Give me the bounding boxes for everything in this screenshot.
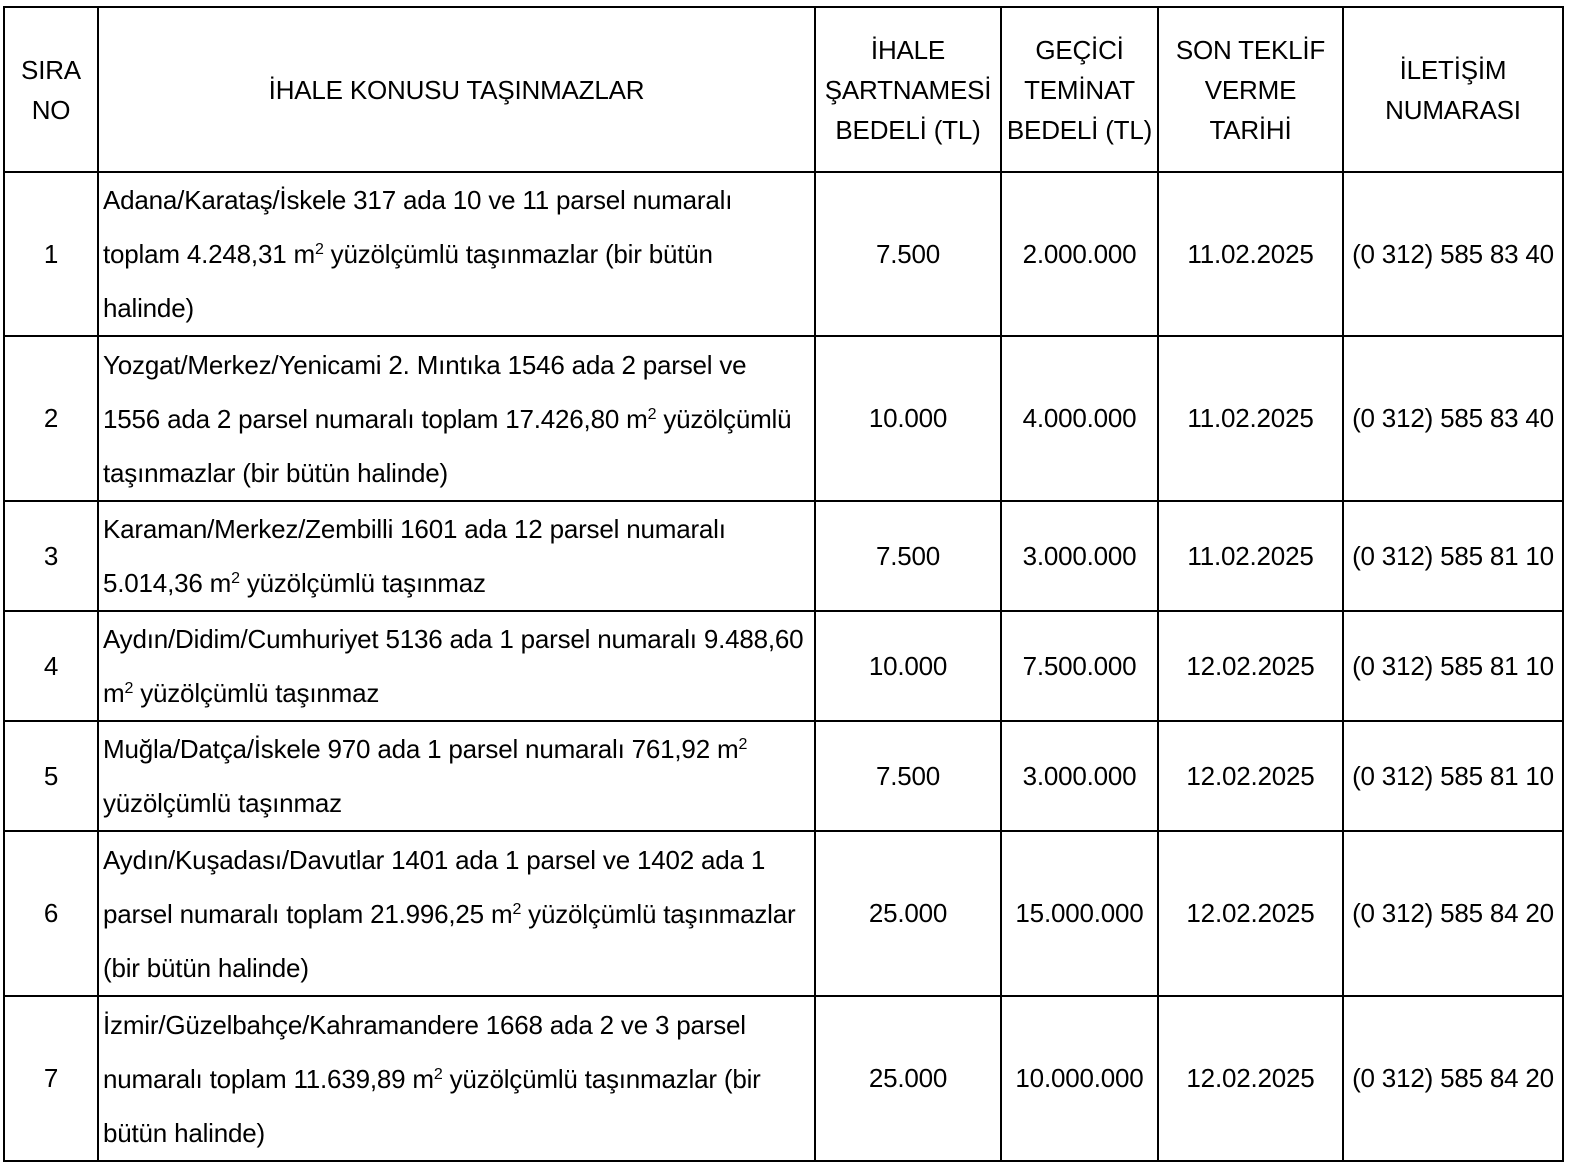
property-description: Aydın/Didim/Cumhuriyet 5136 ada 1 parsel numaralı 9.488,60 $m^2$ yüzölçümlü taşınmaz — [98, 611, 815, 721]
contact-number: (0 312) 585 84 20 — [1343, 831, 1563, 996]
bid-deadline: 11.02.2025 — [1158, 172, 1343, 336]
row-number: 7 — [4, 996, 98, 1161]
temporary-guarantee: 4.000.000 — [1001, 336, 1158, 501]
row-number: 4 — [4, 611, 98, 721]
table-row — [4, 172, 1563, 336]
bid-deadline: 11.02.2025 — [1158, 336, 1343, 501]
property-description: Karaman/Merkez/Zembilli 1601 ada 12 parsel numaralı 5.014,36 $m^2$ yüzölçümlü taşınmaz — [98, 501, 815, 611]
table-row — [4, 831, 1563, 996]
row-number: 6 — [4, 831, 98, 996]
table-row — [4, 996, 1563, 1161]
contact-number: (0 312) 585 83 40 — [1343, 172, 1563, 336]
bid-deadline: 12.02.2025 — [1158, 831, 1343, 996]
property-description: Yozgat/Merkez/Yenicami 2. Mıntıka 1546 ada 2 parsel ve 1556 ada 2 parsel numaralı toplam 17.426,80 $m^2$ yüzölçümlü taşınmazlar (bir bütün halinde) — [98, 336, 815, 501]
contact-number: (0 312) 585 83 40 — [1343, 336, 1563, 501]
specification-fee: 7.500 — [815, 172, 1001, 336]
specification-fee: 10.000 — [815, 336, 1001, 501]
row-number: 1 — [4, 172, 98, 336]
contact-number: (0 312) 585 81 10 — [1343, 611, 1563, 721]
temporary-guarantee: 10.000.000 — [1001, 996, 1158, 1161]
specification-fee: 7.500 — [815, 721, 1001, 831]
temporary-guarantee: 3.000.000 — [1001, 721, 1158, 831]
header-konu: İHALE KONUSU TAŞINMAZLAR — [98, 7, 815, 172]
property-description: Aydın/Kuşadası/Davutlar 1401 ada 1 parsel ve 1402 ada 1 parsel numaralı toplam 21.996,25 $m^2$ yüzölçümlü taşınmazlar (bir bütün halinde) — [98, 831, 815, 996]
specification-fee: 7.500 — [815, 501, 1001, 611]
header-iletisim-numarasi: İLETİŞİM NUMARASI — [1343, 7, 1563, 172]
table-row — [4, 336, 1563, 501]
temporary-guarantee: 7.500.000 — [1001, 611, 1158, 721]
header-sartname-bedeli: İHALE ŞARTNAMESİ BEDELİ (TL) — [815, 7, 1001, 172]
bid-deadline: 12.02.2025 — [1158, 611, 1343, 721]
contact-number: (0 312) 585 84 20 — [1343, 996, 1563, 1161]
bid-deadline: 12.02.2025 — [1158, 721, 1343, 831]
bid-deadline: 11.02.2025 — [1158, 501, 1343, 611]
row-number: 5 — [4, 721, 98, 831]
header-son-teklif-tarihi: SON TEKLİF VERME TARİHİ — [1158, 7, 1343, 172]
specification-fee: 25.000 — [815, 996, 1001, 1161]
table-row — [4, 501, 1563, 611]
row-number: 3 — [4, 501, 98, 611]
contact-number: (0 312) 585 81 10 — [1343, 721, 1563, 831]
contact-number: (0 312) 585 81 10 — [1343, 501, 1563, 611]
property-description: Adana/Karataş/İskele 317 ada 10 ve 11 parsel numaralı toplam 4.248,31 $m^2$ yüzölçümlü taşınmazlar (bir bütün halinde) — [98, 172, 815, 336]
temporary-guarantee: 3.000.000 — [1001, 501, 1158, 611]
specification-fee: 25.000 — [815, 831, 1001, 996]
tender-table-wrapper — [3, 6, 1564, 1162]
header-gecici-teminat: GEÇİCİ TEMİNAT BEDELİ (TL) — [1001, 7, 1158, 172]
row-number: 2 — [4, 336, 98, 501]
specification-fee: 10.000 — [815, 611, 1001, 721]
temporary-guarantee: 15.000.000 — [1001, 831, 1158, 996]
bid-deadline: 12.02.2025 — [1158, 996, 1343, 1161]
table-row — [4, 721, 1563, 831]
property-description: Muğla/Datça/İskele 970 ada 1 parsel numaralı 761,92 $m^2$ yüzölçümlü taşınmaz — [98, 721, 815, 831]
temporary-guarantee: 2.000.000 — [1001, 172, 1158, 336]
header-sira-no: SIRA NO — [4, 7, 98, 172]
tender-table — [3, 6, 1564, 1162]
header-row — [4, 7, 1563, 172]
table-row — [4, 611, 1563, 721]
property-description: İzmir/Güzelbahçe/Kahramandere 1668 ada 2 ve 3 parsel numaralı toplam 11.639,89 $m^2$ yüzölçümlü taşınmazlar (bir bütün halinde) — [98, 996, 815, 1161]
